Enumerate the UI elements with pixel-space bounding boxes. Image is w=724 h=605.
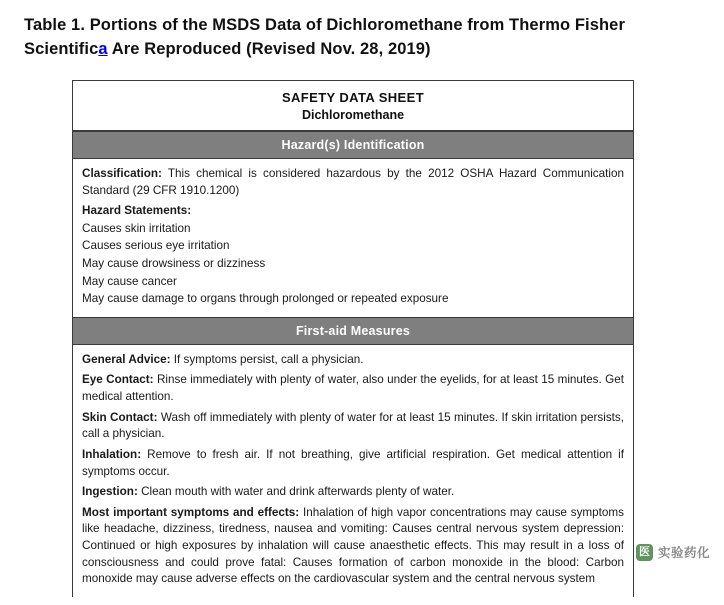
first-aid-item <box>82 447 624 480</box>
hazard-statement-item: Causes serious eye irritation <box>82 239 230 253</box>
first-aid-item <box>82 372 624 405</box>
first-aid-item <box>82 505 624 588</box>
page-bottom-clip <box>0 597 724 605</box>
caption-footnote-link[interactable]: a <box>98 39 108 58</box>
first-aid-item-text: Rinse immediately with plenty of water, also under the eyelids, for at least 15 minutes. Get medical attention. <box>82 373 624 404</box>
hazard-statements-label-text: Hazard Statements: <box>82 204 192 218</box>
classification-paragraph <box>82 166 624 199</box>
watermark-text: 实验药化 <box>657 546 710 560</box>
classification-text: This chemical is considered hazardous by the 2012 OSHA Hazard Communication Standard (29 CFR 1910.1200) <box>82 167 624 197</box>
caption-prefix: Table 1. Portions of the MSDS Data of Dichloromethane from Thermo Fisher Scientific <box>24 16 625 58</box>
first-aid-item <box>82 484 624 501</box>
first-aid-item-label: Skin Contact: <box>82 410 158 424</box>
section-body-first-aid-measures <box>73 345 633 597</box>
first-aid-item-label: Most important symptoms and effects: <box>82 505 300 519</box>
first-aid-item <box>82 410 624 443</box>
first-aid-item-text: If symptoms persist, call a physician. <box>170 352 364 366</box>
first-aid-item-text: Inhalation of high vapor concentrations may cause symptoms like headache, dizziness, tiredness, nausea and vomiting: Causes central nervous system depression: Continued or high exposures by inhalation will cause anaesthetic effects. This may result in a loss of consciousness and could prove fatal: Causes formation of carbon monoxide in the blood: Carbon monoxide may cause adverse effects on the cardiovascular system and the central nervous system <box>82 505 624 586</box>
hazard-statements-label <box>82 203 624 220</box>
first-aid-item <box>82 352 624 369</box>
hazard-statement-item: Causes skin irritation <box>82 221 191 235</box>
classification-label: Classification: <box>82 167 162 180</box>
first-aid-item-label: Eye Contact: <box>82 373 154 387</box>
first-aid-item-text: Clean mouth with water and drink afterwards plenty of water. <box>137 485 455 499</box>
sheet-title: SAFETY DATA SHEET <box>281 90 425 105</box>
sheet-title-block <box>73 81 633 131</box>
watermark <box>636 543 710 561</box>
watermark-badge-icon: 医 <box>636 544 653 561</box>
caption-suffix: Are Reproduced (Revised Nov. 28, 2019) <box>107 39 431 58</box>
section-header-first-aid-measures: First-aid Measures <box>73 317 633 345</box>
safety-data-sheet-table <box>72 80 634 598</box>
hazard-statement-item: May cause drowsiness or dizziness <box>82 257 266 271</box>
first-aid-item-label: Ingestion: <box>82 485 138 499</box>
section-header-hazard-identification: Hazard(s) Identification <box>73 131 633 159</box>
first-aid-item-text: Wash off immediately with plenty of water for at least 15 minutes. If skin irritation persists, call a physician. <box>82 410 625 441</box>
first-aid-item-text: Remove to fresh air. If not breathing, give artificial respiration. Get medical attention if symptoms occur. <box>82 447 624 478</box>
first-aid-item-label: Inhalation: <box>82 447 142 461</box>
section-body-hazard-identification <box>73 159 633 317</box>
hazard-statement-item: May cause damage to organs through prolonged or repeated exposure <box>82 292 449 306</box>
table-caption <box>0 0 724 62</box>
sheet-substance-name: Dichloromethane <box>301 108 405 122</box>
hazard-statement-item: May cause cancer <box>82 274 177 288</box>
first-aid-item-label: General Advice: <box>82 352 171 366</box>
